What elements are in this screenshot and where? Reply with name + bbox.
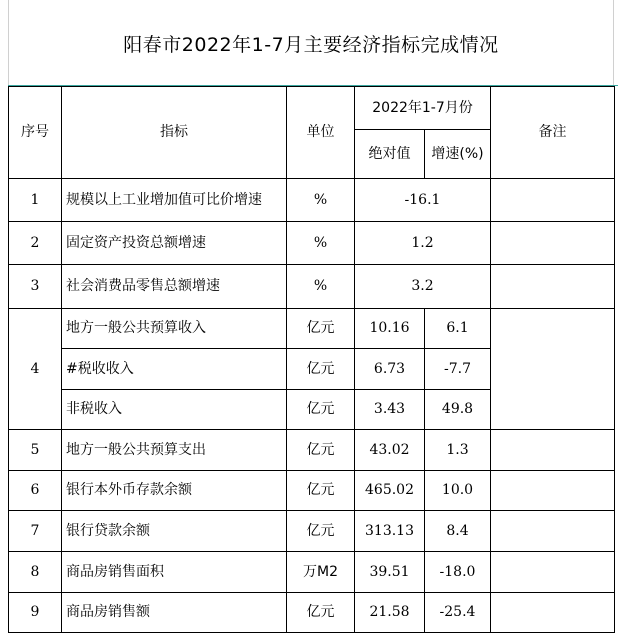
row-index: 2: [9, 222, 62, 265]
title-area: [8, 0, 614, 86]
row-absolute: 313.13: [355, 511, 425, 552]
row-remark: [491, 552, 615, 593]
table-row: [9, 179, 615, 222]
row-remark: [491, 222, 615, 265]
row-remark: [491, 265, 615, 309]
table-row: [9, 265, 615, 309]
row-unit: 亿元: [287, 471, 355, 511]
row-index: 3: [9, 265, 62, 309]
table-row: [9, 552, 615, 593]
row-value: 1.2: [355, 222, 491, 265]
row-absolute: 3.43: [355, 390, 425, 430]
row-remark: [491, 430, 615, 471]
row-growth: -25.4: [425, 593, 491, 633]
row-indicator: 社会消费品零售总额增速: [62, 265, 287, 309]
row-growth: 6.1: [425, 309, 491, 349]
row-unit: 万M2: [287, 552, 355, 593]
row-remark: [491, 511, 615, 552]
row-unit: %: [287, 222, 355, 265]
table-row: [9, 222, 615, 265]
indicator-table: [8, 86, 615, 633]
table-row: [9, 511, 615, 552]
row-remark: [491, 471, 615, 511]
row-index: 4: [9, 309, 62, 430]
row-indicator: 固定资产投资总额增速: [62, 222, 287, 265]
row-unit: 亿元: [287, 593, 355, 633]
row-indicator: 银行本外币存款余额: [62, 471, 287, 511]
row-absolute: 465.02: [355, 471, 425, 511]
row-indicator: 非税收入: [62, 390, 287, 430]
row-growth: -7.7: [425, 349, 491, 390]
header-absolute: 绝对值: [355, 130, 425, 179]
header-growth: 增速(%): [425, 130, 491, 179]
row-growth: 49.8: [425, 390, 491, 430]
header-indicator: 指标: [62, 87, 287, 179]
row-indicator: 地方一般公共预算收入: [62, 309, 287, 349]
row-absolute: 43.02: [355, 430, 425, 471]
table-row: [9, 430, 615, 471]
row-unit: 亿元: [287, 511, 355, 552]
row-growth: 10.0: [425, 471, 491, 511]
row-index: 5: [9, 430, 62, 471]
row-remark: [491, 309, 615, 430]
row-value: -16.1: [355, 179, 491, 222]
row-absolute: 21.58: [355, 593, 425, 633]
row-unit: %: [287, 179, 355, 222]
table-row: [9, 309, 615, 349]
header-index: 序号: [9, 87, 62, 179]
row-indicator: 规模以上工业增加值可比价增速: [62, 179, 287, 222]
row-indicator: 商品房销售额: [62, 593, 287, 633]
row-remark: [491, 179, 615, 222]
header-unit: 单位: [287, 87, 355, 179]
row-unit: 亿元: [287, 430, 355, 471]
row-absolute: 39.51: [355, 552, 425, 593]
row-index: 6: [9, 471, 62, 511]
header-remark: 备注: [491, 87, 615, 179]
row-growth: 1.3: [425, 430, 491, 471]
row-absolute: 6.73: [355, 349, 425, 390]
row-unit: 亿元: [287, 390, 355, 430]
row-indicator: 银行贷款余额: [62, 511, 287, 552]
row-growth: 8.4: [425, 511, 491, 552]
row-absolute: 10.16: [355, 309, 425, 349]
row-unit: 亿元: [287, 309, 355, 349]
table-row: [9, 471, 615, 511]
row-indicator: #税收收入: [62, 349, 287, 390]
row-index: 1: [9, 179, 62, 222]
header-period: 2022年1-7月份: [355, 87, 491, 130]
row-index: 8: [9, 552, 62, 593]
row-growth: -18.0: [425, 552, 491, 593]
row-indicator: 商品房销售面积: [62, 552, 287, 593]
row-index: 9: [9, 593, 62, 633]
row-remark: [491, 593, 615, 633]
row-unit: %: [287, 265, 355, 309]
row-indicator: 地方一般公共预算支出: [62, 430, 287, 471]
table-row: [9, 593, 615, 633]
row-index: 7: [9, 511, 62, 552]
row-unit: 亿元: [287, 349, 355, 390]
row-value: 3.2: [355, 265, 491, 309]
page-title: 阳春市2022年1-7月主要经济指标完成情况: [123, 34, 499, 56]
